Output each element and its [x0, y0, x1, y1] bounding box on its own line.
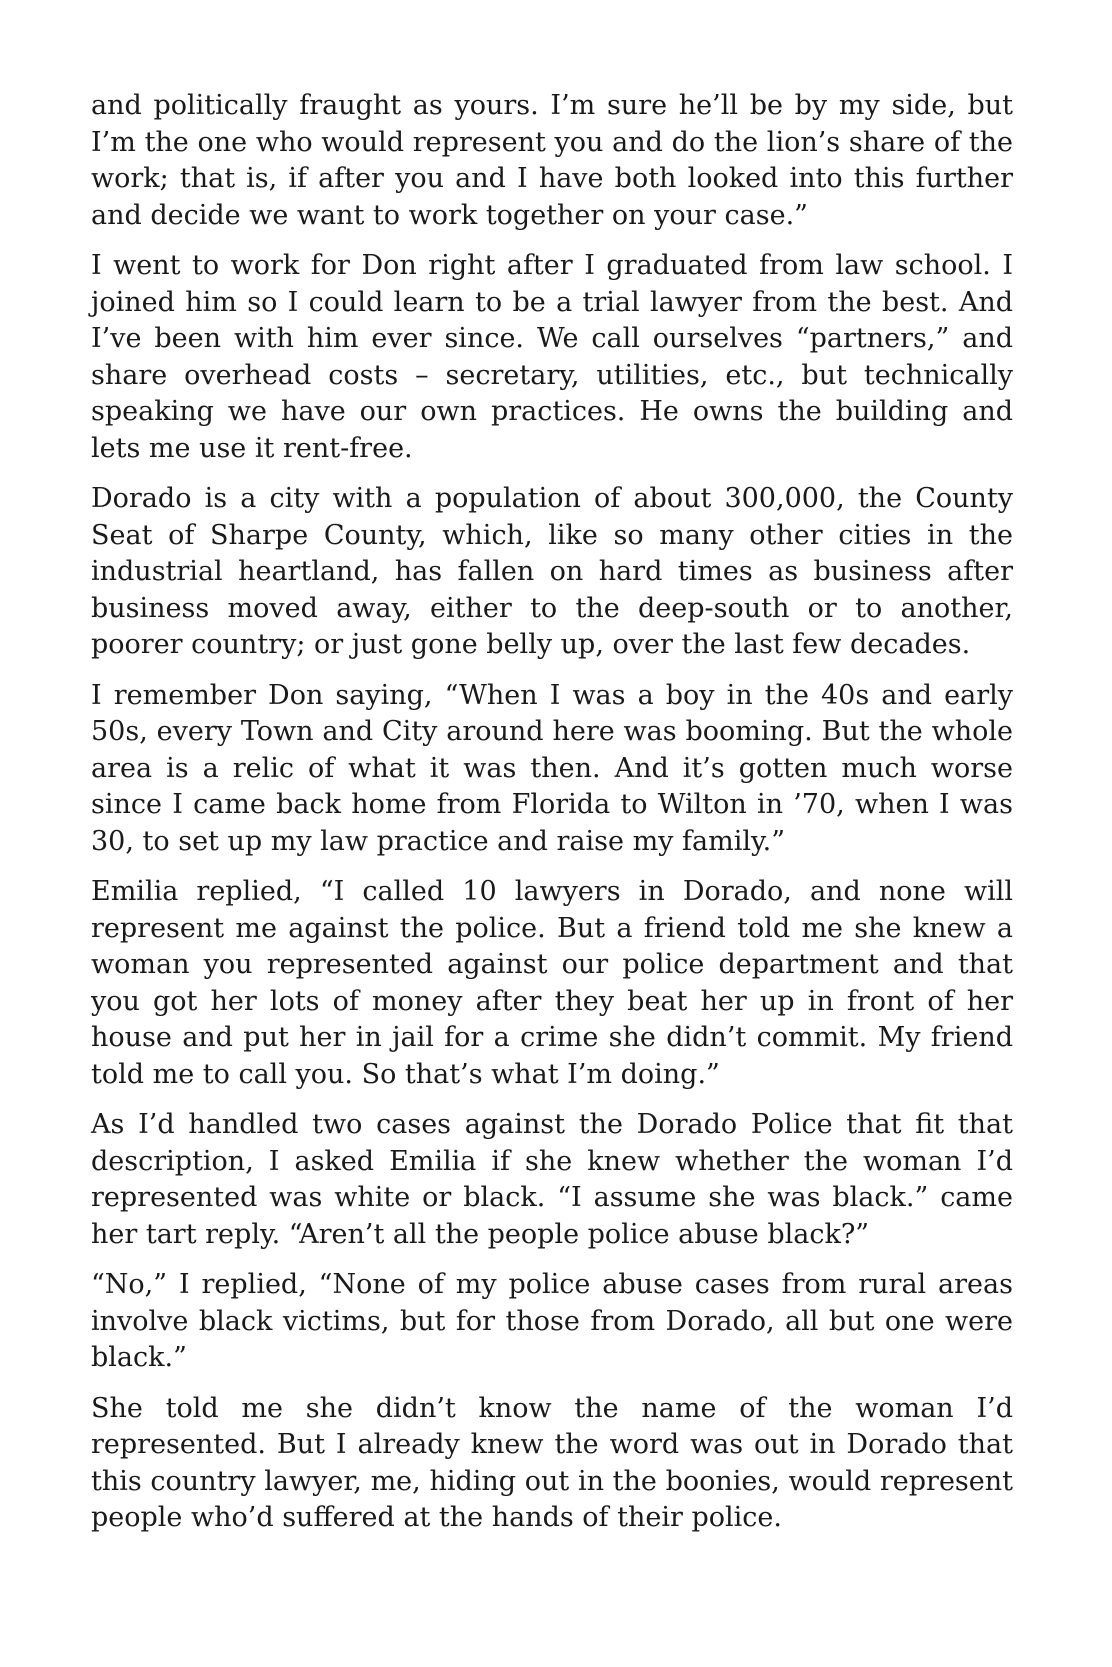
paragraph-3: Dorado is a city with a population of about 300,000, the County Seat of Sharpe County, which, like so many other cities in the industrial heartland, has fallen on hard times as business after business moved away, either to the deep-south or to another, poorer country; or just gone belly up, over the last few decades.	[91, 483, 1013, 660]
paragraph-6: As I’d handled two cases against the Dorado Police that fit that description, I asked Emilia if she knew whether the woman I’d represented was white or black. “I assume she was black.” came her tart reply. “Aren’t all the people police abuse black?”	[91, 1109, 1013, 1250]
document-page	[91, 88, 1013, 1551]
paragraph-5: Emilia replied, “I called 10 lawyers in Dorado, and none will represent me against the police. But a friend told me she knew a woman you represented against our police department and that you got her lots of money after they beat her up in front of her house and put her in jail for a crime she didn’t commit. My friend told me to call you. So that’s what I’m doing.”	[91, 876, 1013, 1090]
paragraph-1: and politically fraught as yours. I’m sure he’ll be by my side, but I’m the one who would represent you and do the lion’s share of the work; that is, if after you and I have both looked into this further and decide we want to work together on your case.”	[91, 90, 1013, 231]
paragraph-7: “No,” I replied, “None of my police abuse cases from rural areas involve black victims, but for those from Dorado, all but one were black.”	[91, 1269, 1013, 1373]
paragraph-2: I went to work for Don right after I graduated from law school. I joined him so I could learn to be a trial lawyer from the best. And I’ve been with him ever since. We call ourselves “partners,” and share overhead costs – secretary, utilities, etc., but technically speaking we have our own practices. He owns the building and lets me use it rent-free.	[91, 250, 1013, 464]
paragraph-4: I remember Don saying, “When I was a boy in the 40s and early 50s, every Town and City around here was booming. But the whole area is a relic of what it was then. And it’s gotten much worse since I came back home from Florida to Wilton in ’70, when I was 30, to set up my law practice and raise my family.”	[91, 679, 1013, 857]
paragraph-8: She told me she didn’t know the name of the woman I’d represented. But I already knew the word was out in Dorado that this country lawyer, me, hiding out in the boonies, would represent people who’d suffered at the hands of their police.	[91, 1392, 1013, 1533]
